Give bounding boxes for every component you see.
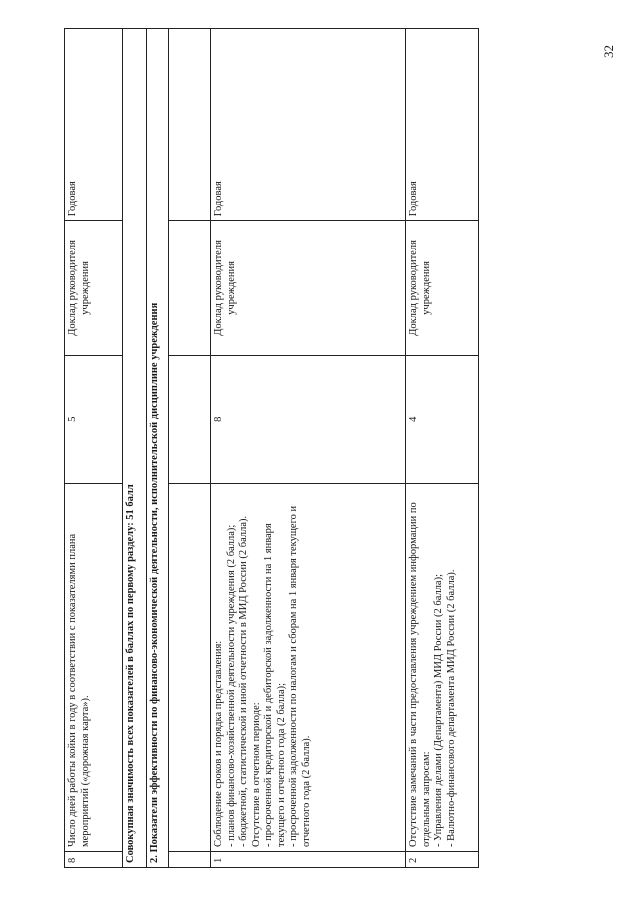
indicator-score: 5: [65, 355, 123, 483]
row-number: 1: [211, 852, 406, 868]
description-line: Отсутствие в отчетном периоде:: [250, 702, 262, 847]
blank-cell: [169, 221, 211, 355]
blank-cell: [169, 29, 211, 221]
row-number: 2: [406, 852, 479, 868]
indicator-source: Доклад руководителя учреждения: [65, 221, 123, 355]
blank-cell: [169, 852, 211, 868]
table-row-section-title: [147, 29, 169, 868]
rotated-page-content: [64, 28, 484, 868]
indicator-description: [211, 483, 406, 851]
table-row-days-metric: [65, 29, 123, 868]
indicator-score: 4: [406, 355, 479, 483]
table-row-section-total: [123, 29, 147, 868]
description-line: - планов финансово-хозяйственной деятельности учреждения (2 балла);: [225, 524, 237, 847]
description-line: - просроченной задолженности по налогам и сборам на 1 января текущего и отчетного года (2 балла).: [288, 505, 312, 847]
table-row-indicator-2: [406, 29, 479, 868]
blank-cell: [169, 355, 211, 483]
indicators-table: [64, 28, 479, 868]
description-line: - Управления делами (Департамента) МИД России (2 балла);: [433, 573, 444, 847]
description-line: Отсутствие замечаний в части предоставления учреждением информации по отдельным запросам:: [408, 502, 432, 847]
indicator-score: 8: [211, 355, 406, 483]
indicator-period: Годовая: [65, 29, 123, 221]
description-line: - бюджетной, статистической и иной отчетности в МИД России (2 балла).: [238, 515, 249, 847]
indicator-period: Годовая: [211, 29, 406, 221]
row-number: 8: [65, 852, 123, 868]
indicator-period: Годовая: [406, 29, 479, 221]
indicator-description: [406, 483, 479, 851]
description-line: - просроченной кредиторской и дебиторской задолженности на 1 января текущего и отчетного года (2 балла);: [263, 523, 287, 847]
section-title: 2. Показатели эффективности по финансово-экономической деятельности, исполнительской дисциплине учреждения: [147, 29, 169, 868]
section-total: Совокупная значимость всех показателей в баллах по первому разделу: 51 балл: [123, 29, 147, 868]
description-line: - Валютно-финансового департамента МИД России (2 балла).: [445, 569, 457, 847]
indicator-source: Доклад руководителя учреждения: [406, 221, 479, 355]
page-number: 32: [601, 45, 616, 59]
blank-cell: [169, 483, 211, 851]
indicator-name: Число дней работы койки в году в соответствии с показателями плана мероприятий («дорожная карта»).: [65, 483, 123, 851]
table-row-blank: [169, 29, 211, 868]
table-row-indicator-1: [211, 29, 406, 868]
description-line: Соблюдение сроков и порядка представления:: [213, 640, 224, 847]
indicator-source: Доклад руководителя учреждения: [211, 221, 406, 355]
